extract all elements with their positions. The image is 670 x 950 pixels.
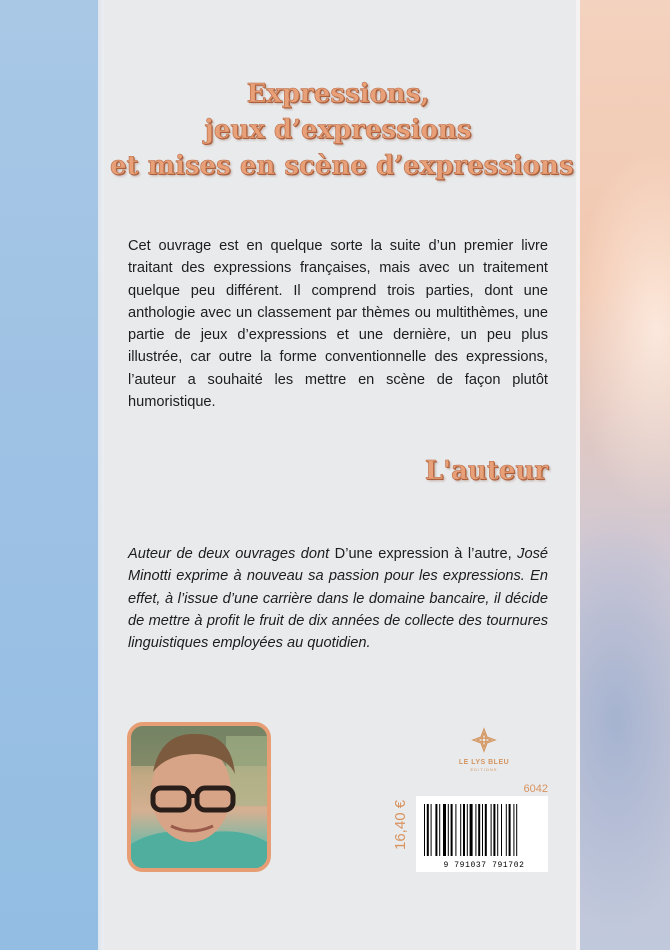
barcode-bars xyxy=(422,804,542,858)
left-edge-strip xyxy=(98,0,104,950)
book-summary: Cet ouvrage est en quelque sorte la suite d’un premier livre traitant des expressions françaises, mais avec un traitement quelque peu différent. Il comprend trois parties, dont une anthologie avec un classement par thèmes ou multithèmes, une partie de jeux d’expressions et une dernière, un peu plus illustrée, car outre la forme conventionnelle des expressions, l’auteur a souhaité les mettre en scène de façon plutôt humoristique. xyxy=(128,238,548,411)
previous-book-title: D’une expression à l’autre, xyxy=(334,546,512,562)
author-bio xyxy=(128,543,548,654)
publisher-subtitle: ÉDITIONS xyxy=(470,767,498,772)
author-heading: L'auteur xyxy=(424,456,548,486)
publisher-name: LE LYS BLEU xyxy=(458,759,510,766)
title-line-2: jeux d’expressions xyxy=(204,115,472,145)
bio-intro: Auteur de deux ouvrages dont xyxy=(128,546,335,562)
right-edge-strip xyxy=(576,0,580,950)
title-line-1: Expressions, xyxy=(246,79,430,109)
left-decorative-band xyxy=(0,0,98,950)
barcode xyxy=(416,796,548,872)
title-line-3: et mises en scène d’expressions xyxy=(110,151,574,181)
isbn-number: 9 791037 791702 xyxy=(443,861,525,870)
bio-text: José Minotti exprime à nouveau sa passion pour les expressions. En effet, à l’issue d’une carrière dans le domaine bancaire, il décide de mettre à profit le fruit de dix années de collecte des tournures linguistiques employées au quotidien. xyxy=(128,546,548,652)
lily-icon xyxy=(471,727,497,753)
book-price: 16,40 € xyxy=(392,799,409,850)
publisher-logo xyxy=(456,727,512,772)
book-title xyxy=(110,76,574,184)
right-decorative-band xyxy=(576,0,670,950)
book-code: 6042 xyxy=(523,783,548,795)
author-photo xyxy=(127,722,271,872)
